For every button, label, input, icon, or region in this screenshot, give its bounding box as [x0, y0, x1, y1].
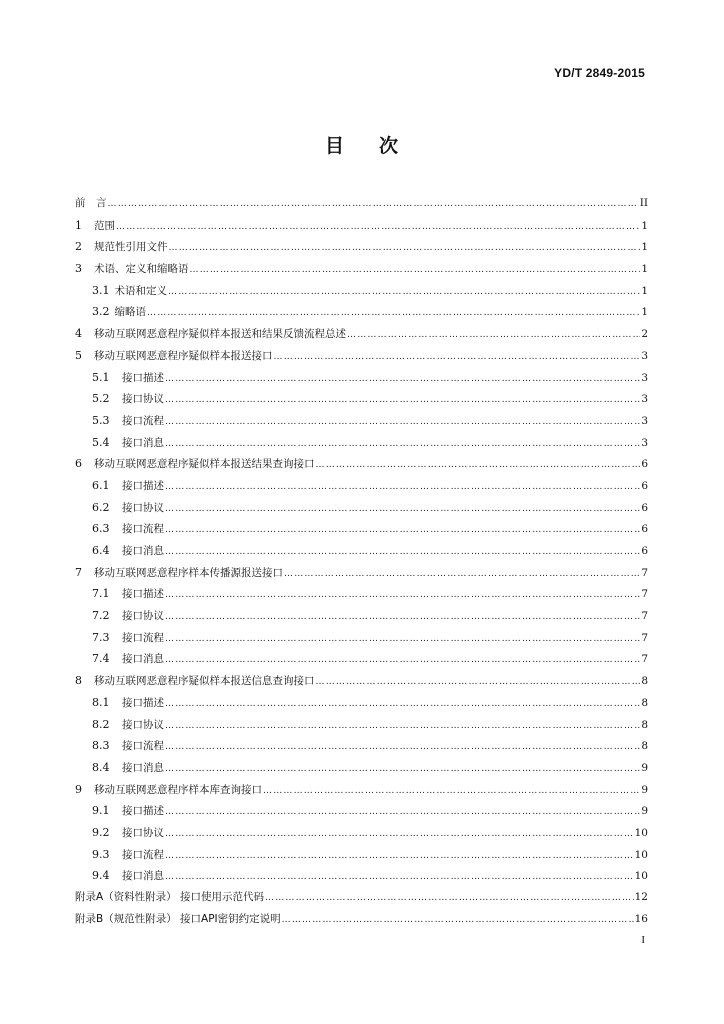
- toc-entry[interactable]: [75, 909, 648, 931]
- toc-entry-number: 2: [75, 240, 82, 254]
- toc-leader-dots: [168, 282, 640, 304]
- toc-entry[interactable]: [75, 215, 648, 237]
- toc-entry[interactable]: [75, 410, 648, 432]
- toc-entry[interactable]: [75, 453, 648, 475]
- toc-entry-number: 5.4: [92, 435, 110, 449]
- toc-entry[interactable]: [75, 865, 648, 887]
- toc-leader-dots: [263, 781, 640, 803]
- toc-entry-page: 12: [634, 891, 648, 903]
- toc-entry-number: 6.4: [92, 544, 110, 557]
- toc-entry-number: 6.3: [92, 522, 110, 536]
- toc-leader-dots: [282, 910, 634, 932]
- toc-entry-page: 7: [641, 566, 648, 579]
- toc-entry-number: 5: [75, 348, 82, 362]
- toc-entry[interactable]: [75, 301, 648, 323]
- toc-entry-number: 9.4: [92, 869, 110, 883]
- toc-entry-label: 接口描述: [122, 805, 164, 818]
- toc-entry-label: 移动互联网恶意程序疑似样本报送接口: [94, 349, 273, 362]
- toc-entry-page: 9: [641, 805, 648, 818]
- toc-entry[interactable]: [75, 735, 648, 757]
- toc-entry-number: 3: [75, 262, 82, 276]
- toc-entry-number: 7.2: [92, 609, 110, 623]
- toc-entry-number: 9.1: [92, 804, 110, 818]
- toc-leader-dots: [165, 846, 634, 868]
- toc-entry-page: 2: [641, 328, 648, 341]
- toc-entry[interactable]: [75, 757, 648, 779]
- toc-entry-number: 8.4: [92, 760, 110, 774]
- toc-entry-page: 8: [641, 696, 648, 709]
- toc-entry[interactable]: [75, 670, 648, 692]
- toc-leader-dots: [116, 217, 640, 239]
- toc-entry-page: 1: [641, 263, 648, 276]
- toc-entry-page: 3: [641, 414, 648, 427]
- toc-entry-page: 6: [641, 501, 648, 514]
- toc-entry-number: 8.3: [92, 739, 110, 753]
- toc-entry-label: 移动互联网恶意程序样本库查询接口: [94, 783, 262, 796]
- toc-entry-label: 接口流程: [122, 523, 164, 536]
- toc-entry-number: 9: [75, 782, 82, 796]
- toc-entry-page: 3: [641, 371, 648, 384]
- toc-entry-page: 8: [641, 718, 648, 731]
- toc-entry-page: 8: [641, 675, 648, 688]
- toc-entry-number: 5.1: [92, 370, 110, 384]
- toc-entry-page: 10: [634, 826, 648, 839]
- toc-entry-page: 6: [641, 479, 648, 492]
- toc-leader-dots: [165, 412, 640, 434]
- toc-entry-label: 接口流程: [122, 631, 164, 644]
- toc-entry-page: 10: [634, 870, 648, 883]
- toc-entry-page: 1: [641, 241, 648, 254]
- page-title: [0, 131, 724, 158]
- toc-entry-page: 6: [641, 545, 648, 557]
- toc-entry[interactable]: [75, 822, 648, 844]
- toc-entry-label: 接口流程: [122, 414, 164, 427]
- toc-entry-label: 接口协议: [122, 393, 164, 406]
- toc-entry[interactable]: [75, 562, 648, 584]
- toc-entry-page: II: [639, 197, 648, 209]
- page-folio: I: [641, 934, 645, 946]
- toc-entry-label: 接口消息: [122, 761, 164, 774]
- toc-entry-label: 移动互联网恶意程序样本传播源报送接口: [94, 566, 283, 579]
- toc-entry-page: 7: [641, 653, 648, 666]
- toc-leader-dots: [165, 477, 640, 499]
- toc-entry[interactable]: [75, 323, 648, 345]
- toc-entry-page: 10: [634, 848, 648, 861]
- toc-leader-dots: [165, 867, 634, 889]
- toc-leader-dots: [265, 888, 634, 910]
- toc-entry-number: 7.1: [92, 587, 110, 601]
- toc-leader-dots: [165, 520, 640, 542]
- toc-leader-dots: [165, 390, 640, 412]
- toc-entry-page: 3: [641, 436, 648, 449]
- toc-entry[interactable]: [75, 605, 648, 627]
- toc-entry-page: 9: [641, 761, 648, 774]
- toc-entry-label: 接口消息: [122, 545, 164, 557]
- toc-leader-dots: [284, 564, 640, 586]
- toc-leader-dots: [165, 802, 640, 824]
- toc-leader-dots: [165, 716, 640, 738]
- toc-leader-dots: [165, 499, 640, 521]
- toc-entry[interactable]: [75, 692, 648, 714]
- toc-leader-dots: [347, 325, 640, 347]
- toc-entry[interactable]: [75, 800, 648, 822]
- toc-entry[interactable]: [75, 583, 648, 605]
- toc-entry-number: 8: [75, 674, 82, 688]
- table-of-contents: [75, 193, 648, 930]
- toc-leader-dots: [108, 194, 639, 216]
- toc-entry-number: 9.3: [92, 847, 110, 861]
- toc-entry-number: 9.2: [92, 825, 110, 839]
- toc-entry-label: 术语和定义: [114, 284, 167, 297]
- toc-leader-dots: [165, 824, 634, 846]
- toc-leader-dots: [165, 629, 640, 651]
- toc-entry-label: 附录A（资料性附录） 接口使用示范代码: [75, 891, 265, 903]
- toc-entry-number: 7.4: [92, 652, 110, 666]
- toc-entry-label: 前 言: [75, 197, 107, 209]
- toc-entry[interactable]: [75, 540, 648, 562]
- toc-entry-number: 7: [75, 565, 82, 579]
- toc-entry-number: 3.1: [92, 283, 110, 297]
- title-char-2: 次: [379, 135, 400, 157]
- toc-entry-number: 3.2: [92, 305, 110, 319]
- toc-entry-page: 7: [641, 588, 648, 601]
- toc-entry-page: 9: [641, 783, 648, 796]
- toc-entry-page: 6: [641, 458, 648, 471]
- toc-entry-label: 接口描述: [122, 479, 164, 492]
- toc-entry-label: 接口协议: [122, 501, 164, 514]
- toc-entry-label: 附录B（规范性附录） 接口API密钥约定说明: [75, 912, 281, 925]
- toc-leader-dots: [165, 434, 640, 456]
- toc-entry-page: 3: [641, 393, 648, 406]
- toc-entry[interactable]: [75, 627, 648, 649]
- toc-entry-label: 接口描述: [122, 588, 164, 601]
- toc-entry-page: 8: [641, 740, 648, 753]
- toc-entry-label: 接口流程: [122, 848, 164, 861]
- toc-leader-dots: [165, 650, 640, 672]
- toc-entry[interactable]: [75, 714, 648, 736]
- toc-leader-dots: [274, 347, 641, 369]
- toc-leader-dots: [165, 542, 640, 564]
- toc-entry-label: 接口协议: [122, 610, 164, 623]
- toc-entry[interactable]: [75, 388, 648, 410]
- toc-entry-page: 6: [641, 523, 648, 536]
- toc-leader-dots: [165, 759, 640, 781]
- toc-leader-dots: [165, 737, 640, 759]
- toc-leader-dots: [190, 260, 641, 282]
- toc-entry-label: 接口描述: [122, 371, 164, 384]
- toc-entry[interactable]: [75, 887, 648, 909]
- toc-leader-dots: [165, 369, 640, 391]
- toc-leader-dots: [316, 672, 641, 694]
- toc-leader-dots: [147, 303, 640, 325]
- toc-entry-label: 接口消息: [122, 653, 164, 666]
- toc-entry[interactable]: [75, 648, 648, 670]
- toc-leader-dots: [316, 455, 641, 477]
- toc-entry[interactable]: [75, 193, 648, 215]
- toc-entry-label: 接口协议: [122, 826, 164, 839]
- toc-entry-number: 6.2: [92, 500, 110, 514]
- toc-entry-label: 规范性引用文件: [94, 241, 168, 254]
- toc-entry-label: 接口描述: [122, 696, 164, 709]
- toc-entry[interactable]: [75, 844, 648, 866]
- toc-entry-page: 1: [641, 219, 648, 232]
- toc-entry[interactable]: [75, 280, 648, 302]
- toc-entry-label: 移动互联网恶意程序疑似样本报送结果查询接口: [94, 458, 315, 471]
- toc-entry-number: 5.3: [92, 413, 110, 427]
- toc-entry-page: 1: [641, 284, 648, 297]
- toc-entry[interactable]: [75, 258, 648, 280]
- toc-entry-page: 7: [641, 631, 648, 644]
- toc-entry[interactable]: [75, 518, 648, 540]
- toc-entry-number: 4: [75, 327, 82, 341]
- toc-entry-number: 5.2: [92, 392, 110, 406]
- toc-entry-label: 接口消息: [122, 870, 164, 883]
- toc-entry-label: 接口消息: [122, 436, 164, 449]
- toc-entry-label: 移动互联网恶意程序疑似样本报送信息查询接口: [94, 675, 315, 688]
- toc-entry-label: 术语、定义和缩略语: [94, 263, 189, 276]
- toc-entry-number: 8.2: [92, 717, 110, 731]
- toc-entry-number: 8.1: [92, 695, 110, 709]
- toc-leader-dots: [165, 607, 640, 629]
- toc-entry-number: 6: [75, 457, 82, 471]
- toc-entry[interactable]: [75, 345, 648, 367]
- toc-leader-dots: [165, 585, 640, 607]
- toc-entry-label: 接口流程: [122, 740, 164, 753]
- toc-entry-page: 1: [641, 306, 648, 319]
- toc-entry-page: 16: [634, 912, 648, 925]
- toc-leader-dots: [165, 694, 640, 716]
- toc-entry-number: 6.1: [92, 478, 110, 492]
- toc-entry[interactable]: [75, 779, 648, 801]
- toc-entry-label: 接口协议: [122, 718, 164, 731]
- title-char-1: 目: [324, 135, 345, 157]
- toc-entry-label: 范围: [94, 219, 115, 232]
- toc-entry[interactable]: [75, 367, 648, 389]
- toc-entry-page: 7: [641, 610, 648, 623]
- toc-entry-number: 1: [75, 218, 82, 232]
- toc-entry-label: 移动互联网恶意程序疑似样本报送和结果反馈流程总述: [94, 328, 346, 341]
- toc-entry-page: 3: [641, 349, 648, 362]
- toc-entry[interactable]: [75, 236, 648, 258]
- toc-entry[interactable]: [75, 497, 648, 519]
- toc-leader-dots: [169, 238, 641, 260]
- toc-entry[interactable]: [75, 475, 648, 497]
- toc-entry[interactable]: [75, 432, 648, 454]
- toc-entry-label: 缩略语: [114, 306, 146, 319]
- toc-entry-number: 7.3: [92, 630, 110, 644]
- standard-code: YD/T 2849-2015: [554, 66, 645, 80]
